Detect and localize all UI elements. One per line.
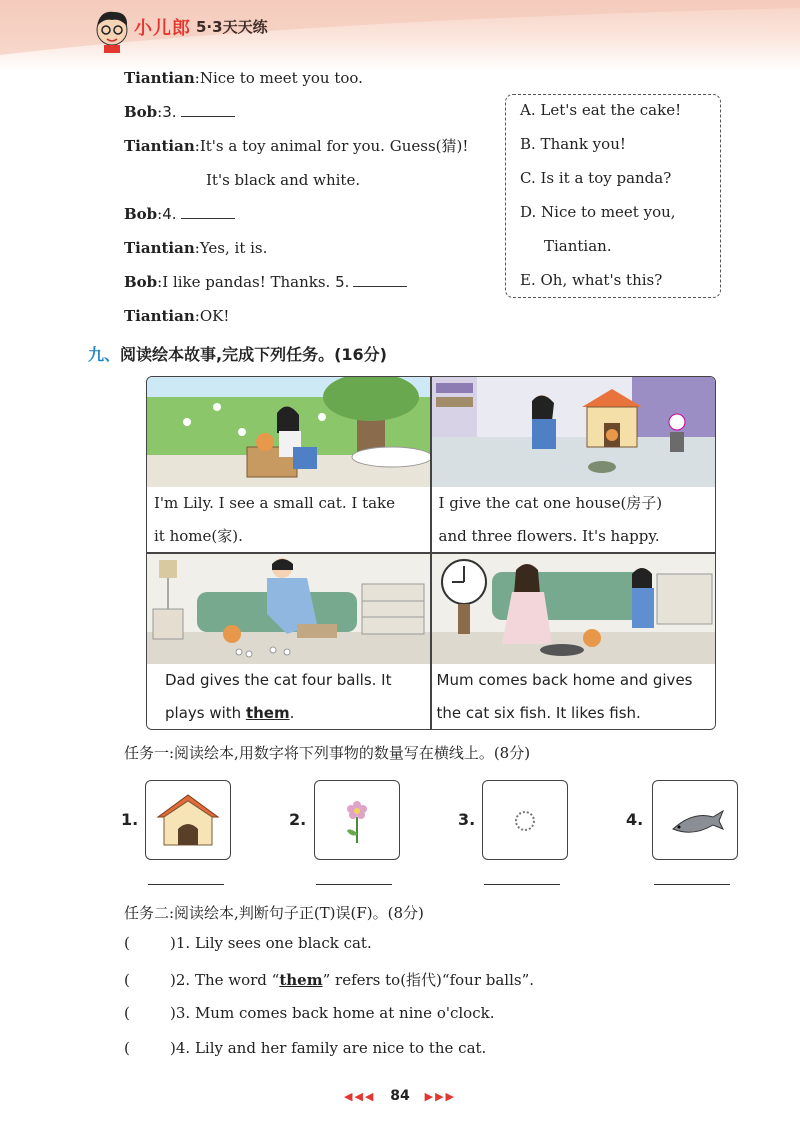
mum-feeding-scene-image bbox=[432, 554, 715, 664]
statement-text: 4. Lily and her family are nice to the cat. bbox=[175, 1039, 487, 1057]
answer-line-2[interactable] bbox=[316, 884, 392, 885]
open-paren: ( bbox=[124, 1039, 130, 1057]
caption-1 bbox=[147, 487, 430, 552]
comic-panel-2 bbox=[432, 377, 715, 552]
caption-line: I give the cat one house(房子) bbox=[438, 494, 663, 512]
item-number: 1. bbox=[121, 810, 139, 829]
dialogue-text: It's a toy animal for you. Guess(猜)! bbox=[199, 137, 469, 155]
option-c: C. Is it a toy panda? bbox=[520, 169, 672, 187]
tf-item-4 bbox=[124, 1039, 486, 1057]
flower-picture-box bbox=[314, 780, 400, 860]
dialogue-line-4 bbox=[206, 170, 360, 190]
option-d-cont: Tiantian. bbox=[544, 237, 612, 255]
options-box bbox=[505, 94, 721, 298]
close-paren: ) bbox=[170, 1039, 176, 1057]
separator: : bbox=[194, 307, 200, 325]
option-e: E. Oh, what's this? bbox=[520, 271, 663, 289]
ball-icon bbox=[483, 781, 567, 859]
statement-text: 3. Mum comes back home at nine o'clock. bbox=[175, 1004, 495, 1022]
caption-line: the cat six fish. It likes fish. bbox=[436, 703, 641, 722]
caption-2 bbox=[432, 487, 715, 552]
option-d: D. Nice to meet you, bbox=[520, 203, 676, 221]
caption-3 bbox=[147, 664, 430, 729]
dialogue-line-7 bbox=[124, 272, 407, 292]
comic-panel-1 bbox=[147, 377, 430, 552]
statement-text-post: ” refers to(指代)“four balls”. bbox=[322, 971, 535, 989]
answer-paren[interactable] bbox=[124, 971, 170, 989]
park-scene-image bbox=[147, 377, 430, 487]
living-room-scene-image bbox=[432, 377, 715, 487]
answer-line-1[interactable] bbox=[148, 884, 224, 885]
fish-picture-box bbox=[652, 780, 738, 860]
house-icon bbox=[146, 781, 230, 859]
series-name: 5·3天天练 bbox=[196, 18, 268, 36]
dialogue-line-6 bbox=[124, 238, 267, 258]
speaker: Bob bbox=[124, 273, 158, 291]
separator: : bbox=[157, 205, 163, 223]
mascot-icon bbox=[92, 8, 132, 54]
page-number: 84 bbox=[390, 1088, 410, 1104]
option-b: B. Thank you! bbox=[520, 135, 626, 153]
page-footer bbox=[0, 1088, 800, 1104]
dialogue-text: OK! bbox=[199, 307, 230, 325]
tf-item-3 bbox=[124, 1004, 494, 1022]
caption-line: it home(家). bbox=[154, 527, 243, 545]
answer-blank[interactable] bbox=[353, 272, 407, 287]
close-paren: ) bbox=[170, 971, 176, 989]
separator: : bbox=[194, 69, 200, 87]
answer-paren[interactable] bbox=[124, 934, 170, 952]
caption-line: Dad gives the cat four balls. It bbox=[165, 670, 392, 689]
separator: : bbox=[194, 137, 200, 155]
comic-story bbox=[146, 376, 716, 730]
blank-label: 3. bbox=[162, 103, 177, 121]
tf-item-1 bbox=[124, 934, 372, 952]
fish-icon bbox=[653, 781, 737, 859]
item-number: 4. bbox=[626, 810, 644, 829]
emphasized-word: them bbox=[245, 703, 290, 722]
caption-line-post: . bbox=[289, 703, 295, 722]
caption-4 bbox=[432, 664, 715, 729]
answer-blank[interactable] bbox=[181, 102, 235, 117]
ball-picture-box bbox=[482, 780, 568, 860]
dialogue-text: Nice to meet you too. bbox=[199, 69, 363, 87]
dialogue-text: I like pandas! Thanks. bbox=[162, 273, 331, 291]
dad-playing-scene-image bbox=[147, 554, 430, 664]
caption-line: and three flowers. It's happy. bbox=[438, 527, 660, 545]
task2-title: 任务二:阅读绘本,判断句子正(T)误(F)。(8分) bbox=[124, 904, 424, 922]
flower-icon bbox=[315, 781, 399, 859]
answer-line-4[interactable] bbox=[654, 884, 730, 885]
brand-logo: 小儿郎 bbox=[134, 18, 191, 39]
blank-label: 4. bbox=[162, 205, 177, 223]
left-arrows-icon: ◀◀◀ bbox=[343, 1090, 376, 1103]
task1-title: 任务一:阅读绘本,用数字将下列事物的数量写在横线上。(8分) bbox=[124, 744, 531, 762]
speaker: Tiantian bbox=[124, 239, 195, 257]
section-number: 九、 bbox=[88, 345, 121, 364]
right-arrows-icon: ▶▶▶ bbox=[424, 1090, 456, 1103]
close-paren: ) bbox=[170, 1004, 176, 1022]
statement-text: 2. The word “ bbox=[175, 971, 280, 989]
answer-paren[interactable] bbox=[124, 1039, 170, 1057]
speaker: Bob bbox=[124, 205, 158, 223]
dialogue-line-2 bbox=[124, 102, 235, 122]
dialogue-line-1 bbox=[124, 68, 363, 88]
dialogue-text: Yes, it is. bbox=[199, 239, 268, 257]
emphasized-word: them bbox=[279, 971, 323, 989]
comic-panel-3 bbox=[147, 554, 430, 729]
item-number: 2. bbox=[289, 810, 307, 829]
speaker: Tiantian bbox=[124, 307, 195, 325]
speaker: Bob bbox=[124, 103, 158, 121]
separator: : bbox=[157, 103, 163, 121]
dialogue-line-5 bbox=[124, 204, 235, 224]
comic-panel-4 bbox=[432, 554, 715, 729]
open-paren: ( bbox=[124, 971, 130, 989]
open-paren: ( bbox=[124, 934, 130, 952]
house-picture-box bbox=[145, 780, 231, 860]
separator: : bbox=[157, 273, 163, 291]
tf-item-2 bbox=[124, 969, 534, 990]
statement-text: 1. Lily sees one black cat. bbox=[175, 934, 372, 952]
section-heading bbox=[88, 342, 387, 365]
item-number: 3. bbox=[458, 810, 476, 829]
speaker: Tiantian bbox=[124, 137, 195, 155]
answer-line-3[interactable] bbox=[484, 884, 560, 885]
caption-line: Mum comes back home and gives bbox=[436, 670, 693, 689]
answer-paren[interactable] bbox=[124, 1004, 170, 1022]
dialogue-line-8 bbox=[124, 306, 229, 326]
dialogue-line-3 bbox=[124, 136, 468, 156]
panel-divider-horizontal bbox=[147, 552, 715, 554]
close-paren: ) bbox=[170, 934, 176, 952]
section-title: 阅读绘本故事,完成下列任务。(16分) bbox=[120, 345, 387, 364]
caption-line: I'm Lily. I see a small cat. I take bbox=[154, 494, 396, 512]
caption-line-pre: plays with bbox=[165, 703, 246, 722]
option-a: A. Let's eat the cake! bbox=[520, 101, 682, 119]
speaker: Tiantian bbox=[124, 69, 195, 87]
blank-label: 5. bbox=[335, 273, 350, 291]
dialogue-text: It's black and white. bbox=[206, 171, 361, 189]
separator: : bbox=[194, 239, 200, 257]
open-paren: ( bbox=[124, 1004, 130, 1022]
answer-blank[interactable] bbox=[181, 204, 235, 219]
